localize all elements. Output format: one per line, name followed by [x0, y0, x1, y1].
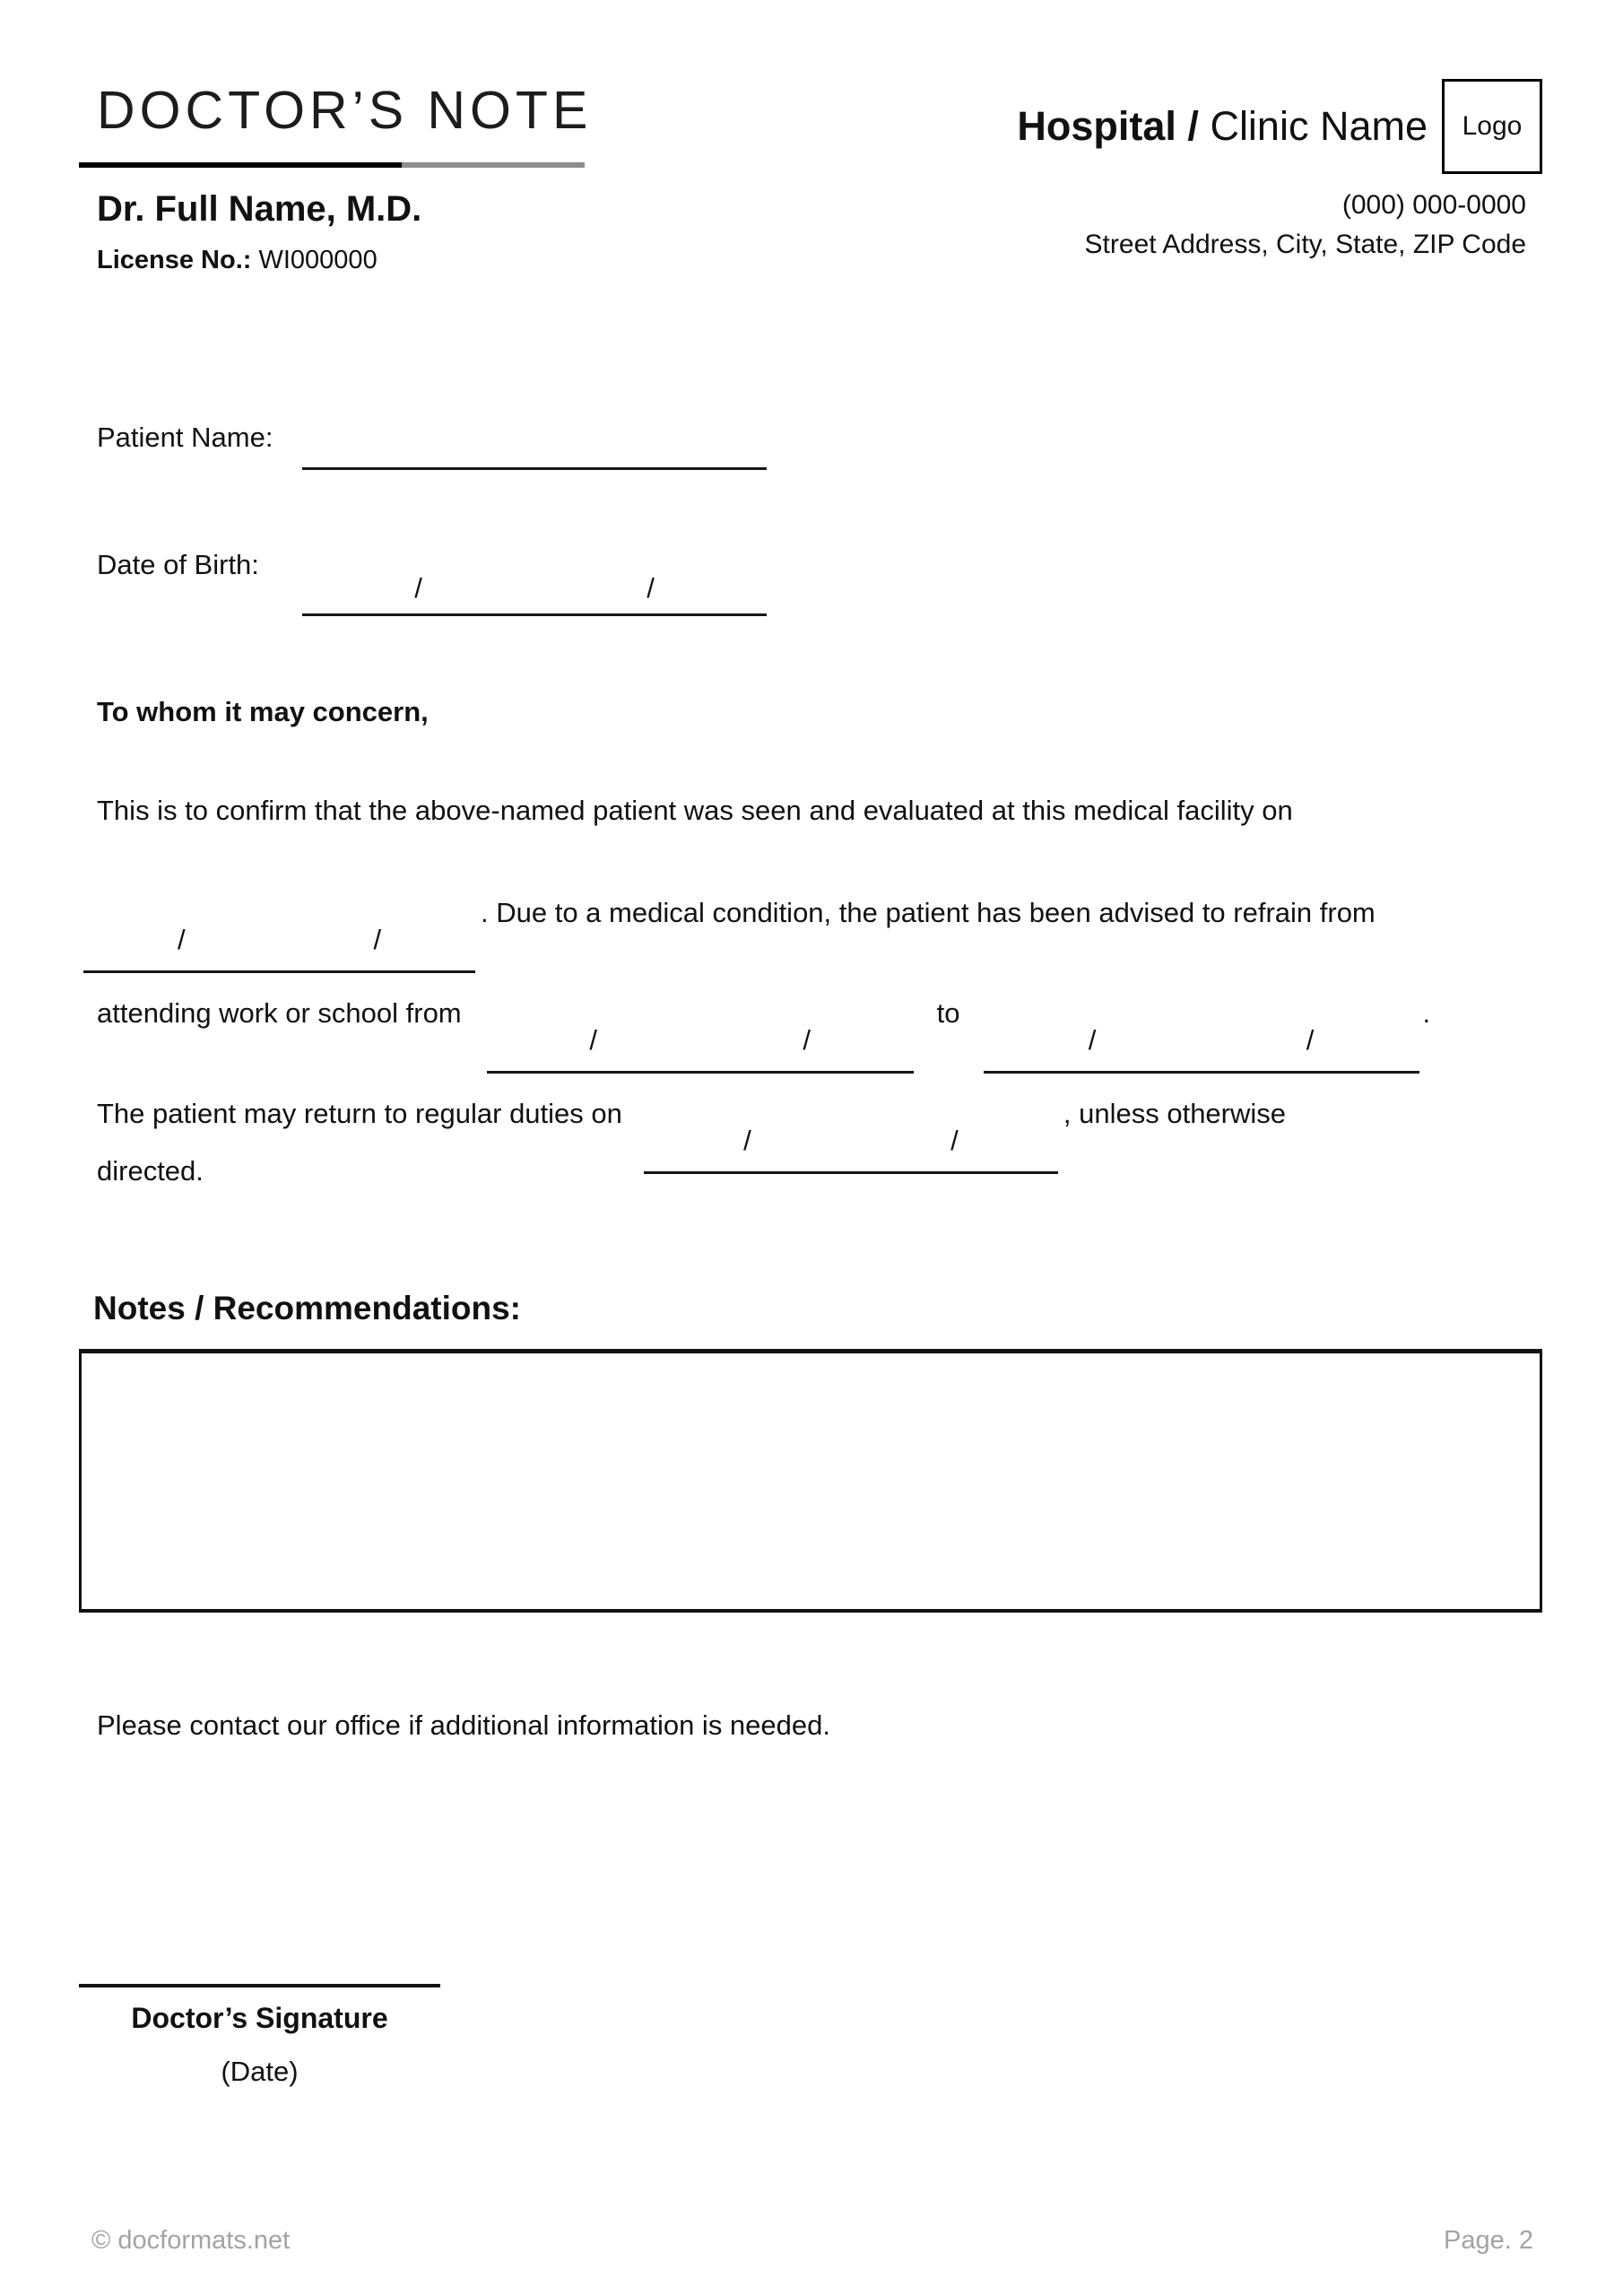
date-of-birth-blank-field[interactable]: [302, 573, 767, 616]
clinic-phone: (000) 000-0000: [1341, 190, 1526, 220]
signature-line[interactable]: [79, 1984, 440, 1987]
letter-line-5: directed.: [97, 1155, 204, 1187]
patient-name-label: Patient Name:: [97, 422, 273, 453]
license-line: [97, 246, 592, 275]
logo-label: Logo: [1462, 111, 1523, 141]
date-of-birth-row: [97, 549, 767, 616]
date-slash: /: [803, 1024, 811, 1056]
letter-line-4-after: , unless otherwise: [1063, 1098, 1287, 1129]
doctor-name: Dr. Full Name, M.D.: [97, 189, 422, 229]
absence-end-date-blank-field[interactable]: [984, 1025, 1419, 1074]
signature-label: Doctor’s Signature: [131, 2002, 388, 2034]
notes-heading: Notes / Recommendations:: [93, 1290, 521, 1326]
license-value: WI000000: [251, 246, 378, 274]
date-slash: /: [743, 1125, 751, 1156]
date-slash: /: [177, 924, 186, 955]
divider-black-segment: [79, 162, 402, 168]
date-slash: /: [647, 572, 655, 604]
signature-date-label: (Date): [221, 2056, 299, 2087]
visit-date-blank-field[interactable]: [83, 925, 475, 973]
date-slash: /: [373, 924, 382, 955]
salutation: To whom it may concern,: [97, 696, 429, 727]
notes-text-box[interactable]: [79, 1349, 1542, 1613]
letter-line-4: [97, 1098, 1286, 1174]
clinic-name-bold: Hospital /: [1017, 103, 1199, 149]
letter-line-3: [97, 997, 1430, 1074]
footer-copyright: © docformats.net: [91, 2226, 291, 2255]
date-slash: /: [414, 572, 422, 604]
return-date-blank-field[interactable]: [644, 1126, 1058, 1174]
date-slash: /: [1306, 1024, 1315, 1056]
clinic-row: [1017, 79, 1542, 174]
clinic-address: Street Address, City, State, ZIP Code: [1084, 230, 1526, 259]
header-right: [1017, 79, 1542, 260]
date-slash: /: [589, 1024, 597, 1056]
footer-page-number: Page. 2: [1444, 2226, 1533, 2255]
patient-name-row: [97, 422, 767, 470]
date-slash: /: [1088, 1024, 1097, 1056]
letter-line-3-text: attending work or school from: [97, 997, 462, 1029]
letter-line-2: [97, 897, 1376, 973]
clinic-name: [1017, 103, 1428, 150]
letter-line-4-text: The patient may return to regular duties on: [97, 1098, 622, 1129]
page-title: DOCTOR’S NOTE: [97, 81, 593, 140]
license-label: License No.:: [97, 246, 252, 274]
logo-placeholder-box: [1442, 79, 1542, 174]
letter-line-2-text: . Due to a medical condition, the patient has been advised to refrain from: [481, 897, 1376, 928]
divider-gray-segment: [402, 162, 585, 168]
date-slash: /: [950, 1125, 959, 1156]
contact-line: Please contact our office if additional information is needed.: [97, 1709, 830, 1741]
clinic-name-rest: Clinic Name: [1198, 103, 1428, 149]
title-divider: [79, 162, 585, 168]
letter-line-3-to: to: [936, 997, 960, 1029]
letter-line-3-period: .: [1422, 997, 1431, 1029]
absence-start-date-blank-field[interactable]: [487, 1025, 914, 1074]
header-left: [97, 81, 593, 275]
letter-line-1: This is to confirm that the above-named patient was seen and evaluated at this medical facility on: [97, 795, 1293, 826]
patient-name-blank-field[interactable]: [302, 427, 767, 470]
date-of-birth-label: Date of Birth:: [97, 549, 259, 580]
